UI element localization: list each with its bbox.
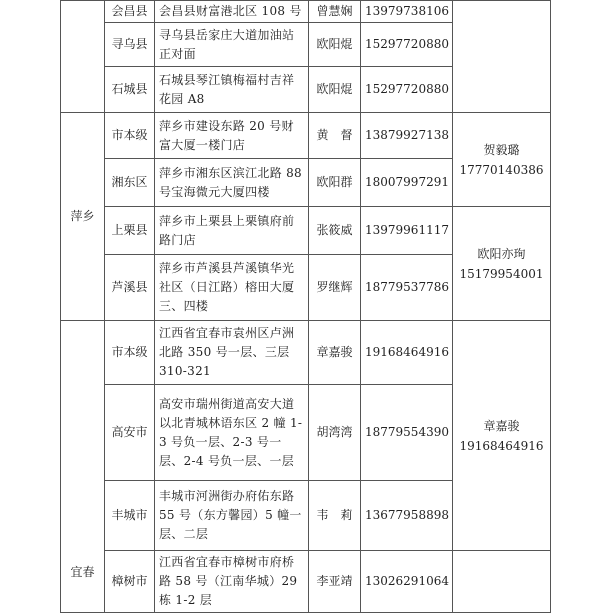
table-row bbox=[61, 207, 551, 255]
contact-name-cell: 欧阳焜 bbox=[309, 23, 361, 67]
county-cell: 石城县 bbox=[105, 67, 155, 113]
county-cell: 市本级 bbox=[105, 321, 155, 385]
table-row bbox=[61, 551, 551, 613]
table-row bbox=[61, 1, 551, 23]
address-cell: 萍乡市芦溪县芦溪镇华光社区（日江路）榕田大厦三、四楼 bbox=[155, 255, 309, 321]
supervisor-cell bbox=[453, 551, 551, 613]
supervisor-phone: 19168464916 bbox=[459, 438, 544, 453]
supervisor-cell bbox=[453, 1, 551, 113]
contact-name-cell: 张筱威 bbox=[309, 207, 361, 255]
contact-phone-cell: 15297720880 bbox=[361, 23, 453, 67]
county-cell: 上栗县 bbox=[105, 207, 155, 255]
county-cell: 湘东区 bbox=[105, 159, 155, 207]
contact-phone-cell: 13677958898 bbox=[361, 481, 453, 551]
contact-name-cell: 章嘉骏 bbox=[309, 321, 361, 385]
county-cell: 丰城市 bbox=[105, 481, 155, 551]
contact-phone-cell: 18779537786 bbox=[361, 255, 453, 321]
contact-phone-cell: 18779554390 bbox=[361, 385, 453, 481]
city-cell: 宜春 bbox=[61, 321, 105, 613]
address-cell: 江西省宜春市樟树市府桥路 58 号（江南华城）29 栋 1-2 层 bbox=[155, 551, 309, 613]
contact-name-cell: 欧阳群 bbox=[309, 159, 361, 207]
county-cell: 会昌县 bbox=[105, 1, 155, 23]
address-cell: 石城县琴江镇梅福村吉祥花园 A8 bbox=[155, 67, 309, 113]
contact-name-cell: 罗继辉 bbox=[309, 255, 361, 321]
supervisor-phone: 17770140386 bbox=[459, 162, 544, 177]
county-cell: 市本级 bbox=[105, 113, 155, 159]
contact-name-cell: 曾慧娴 bbox=[309, 1, 361, 23]
contact-name-cell: 黄 督 bbox=[309, 113, 361, 159]
address-cell: 高安市瑞州街道高安大道以北青城林语东区 2 幢 1-3 号负一层、2-3 号一层、2-4 号负一层、一层 bbox=[155, 385, 309, 481]
table-row bbox=[61, 113, 551, 159]
supervisor-name: 欧阳亦珣 bbox=[477, 246, 526, 261]
contact-phone-cell: 13879927138 bbox=[361, 113, 453, 159]
contact-name-cell: 韦 莉 bbox=[309, 481, 361, 551]
county-cell: 寻乌县 bbox=[105, 23, 155, 67]
store-contact-table bbox=[60, 0, 551, 613]
address-cell: 丰城市河洲街办府佑东路 55 号（东方馨园）5 幢一层、二层 bbox=[155, 481, 309, 551]
contact-name-cell: 胡湾湾 bbox=[309, 385, 361, 481]
contact-phone-cell: 18007997291 bbox=[361, 159, 453, 207]
contact-name-cell: 李亚靖 bbox=[309, 551, 361, 613]
contact-phone-cell: 13979738106 bbox=[361, 1, 453, 23]
supervisor-cell bbox=[453, 207, 551, 321]
supervisor-name: 贺毅璐 bbox=[483, 142, 520, 157]
supervisor-name: 章嘉骏 bbox=[483, 418, 520, 433]
contact-phone-cell: 15297720880 bbox=[361, 67, 453, 113]
supervisor-phone: 15179954001 bbox=[459, 266, 544, 281]
supervisor-cell bbox=[453, 113, 551, 207]
contact-phone-cell: 19168464916 bbox=[361, 321, 453, 385]
address-cell: 萍乡市建设东路 20 号财富大厦一楼门店 bbox=[155, 113, 309, 159]
address-cell: 萍乡市上栗县上栗镇府前路门店 bbox=[155, 207, 309, 255]
supervisor-cell bbox=[453, 321, 551, 551]
table-row bbox=[61, 321, 551, 385]
contact-phone-cell: 13026291064 bbox=[361, 551, 453, 613]
address-cell: 江西省宜春市袁州区卢洲北路 350 号一层、三层 310-321 bbox=[155, 321, 309, 385]
contact-phone-cell: 13979961117 bbox=[361, 207, 453, 255]
county-cell: 高安市 bbox=[105, 385, 155, 481]
contact-name-cell: 欧阳焜 bbox=[309, 67, 361, 113]
address-cell: 会昌县财富港北区 108 号 bbox=[155, 1, 309, 23]
city-cell: 萍乡 bbox=[61, 113, 105, 321]
county-cell: 樟树市 bbox=[105, 551, 155, 613]
city-cell bbox=[61, 1, 105, 113]
county-cell: 芦溪县 bbox=[105, 255, 155, 321]
address-cell: 萍乡市湘东区滨江北路 88 号宝海微元大厦四楼 bbox=[155, 159, 309, 207]
address-cell: 寻乌县岳家庄大道加油站正对面 bbox=[155, 23, 309, 67]
